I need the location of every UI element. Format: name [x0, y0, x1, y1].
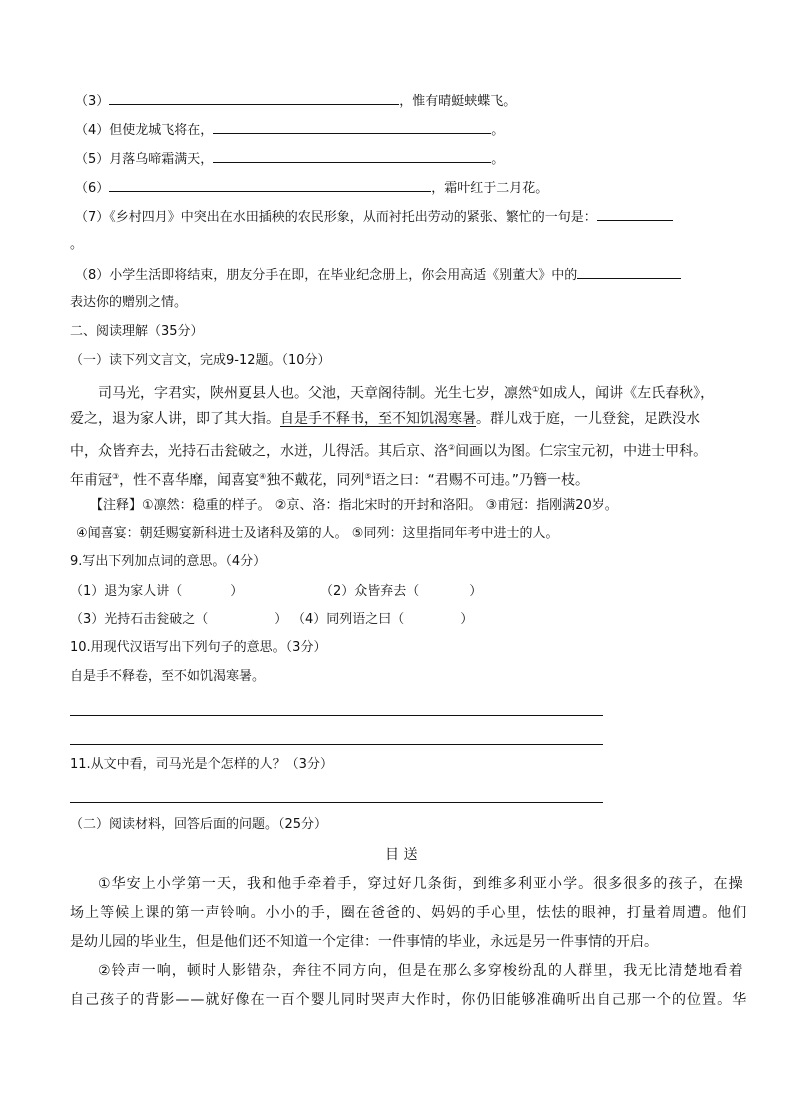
paragraph-line: 是幼儿园的毕业生，但是他们还不知道一个定律：一件事情的毕业，永远是另一件事情的开启。	[70, 934, 658, 950]
notes-line: ④闻喜宴：朝廷赐宴新科进士及诸科及第的人。 ⑤同列：这里指同年考中进士的人。	[76, 526, 559, 541]
poetry-q7: （7）《乡村四月》中突出在水田插秧的农民形象，从而衬托出劳动的紧张、繁忙的一句是：	[75, 206, 673, 228]
poetry-q5: （5）月落乌啼霜满天， 。	[75, 148, 504, 170]
poetry-q3: （3） ，惟有晴蜓蛱蝶飞。	[75, 90, 516, 112]
paragraph-line: 自己孩子的背影——就好像在一百个婴儿同时哭声大作时，你仍旧能够准确听出自己那一个的位置。华	[70, 992, 748, 1008]
passage-line: 中，众皆弃去，光持石击瓮破之，水迸，儿得活。其后京、洛②间画以为图。仁宗宝元初，中进士甲科。	[70, 443, 708, 460]
article-title: 目 送	[385, 847, 418, 863]
passage-line: 司马光，字君实，陕州夏县人也。父池，天章阁待制。光生七岁，凛然①如成人，闻讲《左氏春秋》，	[98, 385, 715, 402]
answer-line[interactable]	[70, 744, 603, 745]
footnote-marker: ④	[259, 472, 267, 481]
answer-blank[interactable]	[404, 609, 460, 623]
q9-item-1: （1）退为家人讲（ ）	[70, 581, 243, 602]
notes-line: 【注释】①凛然：稳重的样子。 ②京、洛：指北宋时的开封和洛阳。 ③甫冠：指刚满20岁。	[90, 498, 618, 513]
q9-item-3: （3）光持石击瓮破之（ ）	[70, 609, 287, 630]
q10-title: 10.用现代汉语写出下列句子的意思。（3分）	[70, 640, 327, 655]
passage-line: 爱之，退为家人讲，即了其大指。自是手不释书，至不知饥渴寒暑。群儿戏于庭，一儿登瓮，足跌没水	[70, 411, 700, 427]
q10-sentence: 自是手不释卷，至不如饥渴寒暑。	[70, 669, 266, 684]
answer-blank[interactable]	[597, 206, 673, 221]
answer-blank[interactable]	[208, 609, 274, 623]
answer-blank[interactable]	[213, 119, 491, 134]
footnote-marker: ②	[448, 443, 456, 452]
footnote-marker: ①	[532, 385, 540, 394]
part1-intro: （一）读下列文言文，完成9-12题。（10分）	[70, 353, 331, 368]
answer-blank[interactable]	[577, 264, 681, 279]
q9-title: 9.写出下列加点词的意思。（4分）	[70, 554, 267, 569]
answer-blank[interactable]	[213, 148, 491, 163]
answer-blank[interactable]	[109, 90, 399, 105]
underlined-sentence: 自是手不释书，至不知饥渴寒暑	[280, 411, 476, 427]
poetry-q8: （8）小学生活即将结束，朋友分手在即，在毕业纪念册上，你会用高适《别董大》中的	[75, 264, 681, 286]
answer-blank[interactable]	[109, 177, 431, 192]
q11-title: 11.从文中看，司马光是个怎样的人？（3分）	[70, 757, 333, 772]
paragraph-line: ①华安上小学第一天，我和他手牵着手，穿过好几条街，到维多利亚小学。很多很多的孩子，在操	[98, 876, 744, 892]
poetry-q6: （6） ，霜叶红于二月花。	[75, 177, 548, 199]
q9-item-2: （2）众皆弃去（ ）	[320, 581, 482, 602]
part2-intro: （二）阅读材料，回答后面的问题。（25分）	[70, 817, 328, 832]
answer-line[interactable]	[70, 715, 603, 716]
footnote-marker: ③	[112, 472, 120, 481]
paragraph-line: ②铃声一响，顿时人影错杂，奔往不同方向，但是在那么多穿梭纷乱的人群里，我无比清楚地看着	[98, 963, 744, 979]
poetry-q4: （4）但使龙城飞将在， 。	[75, 119, 504, 141]
poetry-q7-tail: 。	[70, 237, 84, 252]
footnote-marker: ⑤	[364, 472, 372, 481]
passage-line: 年甫冠③，性不喜华靡，闻喜宴④独不戴花，同列⑤语之曰：“君赐不可违。”乃簪一枝。	[70, 472, 590, 489]
answer-blank[interactable]	[182, 581, 230, 595]
paragraph-line: 场上等候上课的第一声铃响。小小的手，圈在爸爸的、妈妈的手心里，怯怯的眼神，打量着周遭。他们	[70, 905, 748, 921]
poetry-q8-cont: 表达你的赠别之情。	[70, 295, 188, 310]
answer-blank[interactable]	[419, 581, 469, 595]
q9-item-4: （4）同列语之曰（ ）	[292, 609, 473, 630]
section-title: 二、阅读理解（35分）	[70, 324, 204, 339]
answer-line[interactable]	[70, 802, 603, 803]
